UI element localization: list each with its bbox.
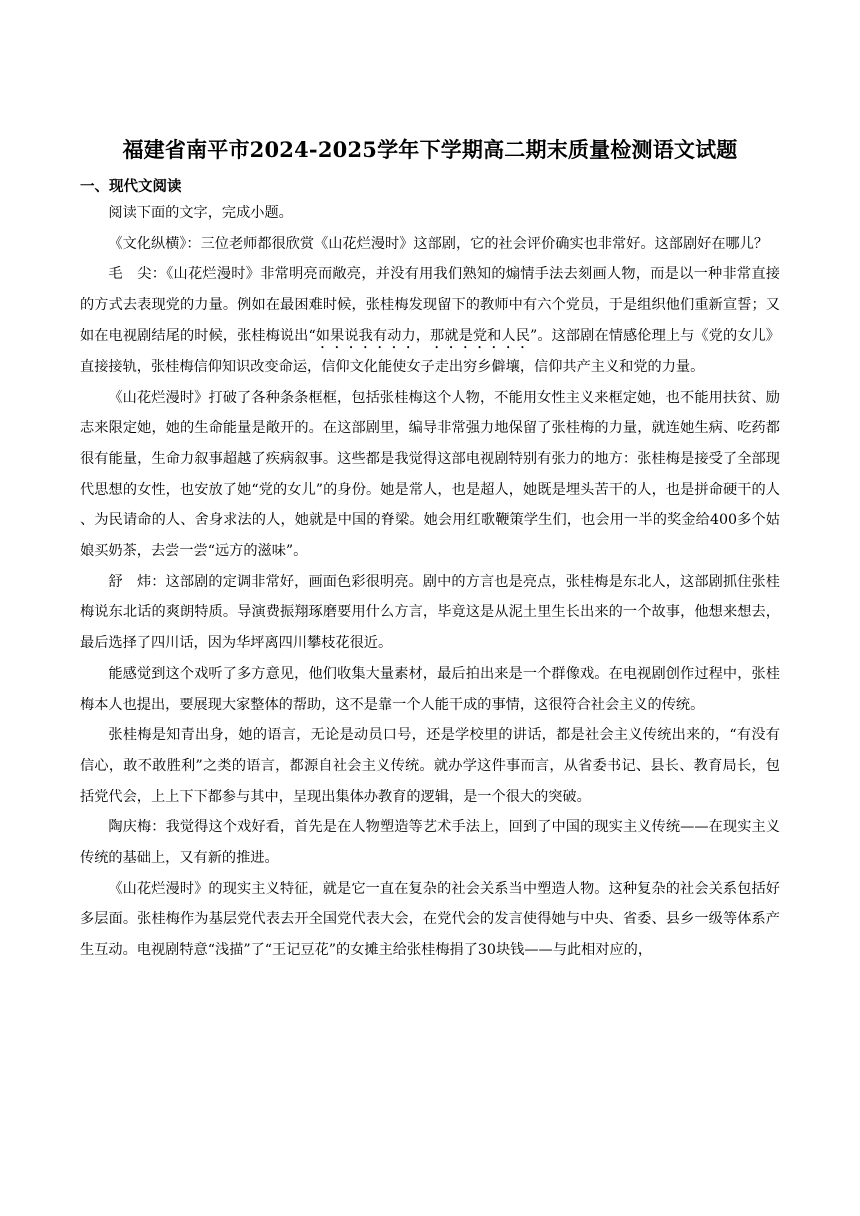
paragraph: 能感觉到这个戏听了多方意见，他们收集大量素材，最后拍出来是一个群像戏。在电视剧创作过程中，张桂梅本人也提出，要展现大家整体的帮助，这不是靠一个人能干成的事情，这很符合社会主义的传统。 (80, 665, 780, 713)
paragraph: 陶庆梅：我觉得这个戏好看，首先是在人物塑造等艺术手法上，回到了中国的现实主义传统——在现实主义传统的基础上，又有新的推进。 (80, 819, 780, 867)
paragraph-text: ”。这部剧在情感伦理上与《党的女儿》直接接轨，张桂梅信仰知识改变命运，信仰文化能使女子走出穷乡僻壤，信仰共产主义和党的力量。 (80, 327, 780, 375)
passage-body (80, 198, 780, 966)
paragraph: 《文化纵横》：三位老师都很欣赏《山花烂漫时》这部剧，它的社会评价确实也非常好。这部剧好在哪儿？ (108, 235, 769, 252)
paragraph-text: 毛 尖：《山花烂漫时》非常明亮而敞亮，并没有用我们熟知的煽情手法去刻画人物，而是以一种非常直接的方式去表现党的力量。例如在最困难时候，张桂梅发现留下的教师中有六个党员，于是组织他们重新宣誓；又如在电视剧结尾的时候，张桂梅说出“ (80, 266, 780, 344)
paragraph: 张桂梅是知青出身，她的语言，无论是动员口号，还是学校里的讲话，都是社会主义传统出来的，“有没有信心，敢不敢胜利”之类的语言，都源自社会主义传统。就办学这件事而言，从省委书记、县长、教育局长，包括党代会，上上下下都参与其中，呈现出集体办教育的逻辑，是一个很大的突破。 (80, 727, 780, 805)
instruction-text: 阅读下面的文字，完成小题。 (108, 205, 293, 221)
paragraph: 《山花烂漫时》打破了各种条条框框，包括张桂梅这个人物，不能用女性主义来框定她，也不能用扶贫、励志来限定她，她的生命能量是敞开的。在这部剧里，编导非常强力地保留了张桂梅的力量，就连她生病、吃药都很有能量，生命力叙事超越了疾病叙事。这些都是我觉得这部电视剧特别有张力的地方：张桂梅是接受了全部现代思想的女性，也安放了她“党的女儿”的身份。她是常人，也是超人，她既是埋头苦干的人，也是拼命硬干的人、为民请命的人、舍身求法的人，她就是中国的脊梁。她会用红歌鞭策学生们，也会用一半的奖金给400多个姑娘买奶茶，去尝一尝“远方的滋味”。 (80, 389, 780, 560)
document-title: 福建省南平市2024-2025学年下学期高二期末质量检测语文试题 (122, 137, 738, 162)
paragraph: 《山花烂漫时》的现实主义特征，就是它一直在复杂的社会关系当中塑造人物。这种复杂的社会关系包括好多层面。张桂梅作为基层党代表去开全国党代表大会，在党代会的发言使得她与中央、省委、县乡一级等体系产生互动。电视剧特意“浅描”了“王记豆花”的女摊主给张桂梅捐了30块钱——与此相对应的， (80, 880, 780, 959)
paragraph (80, 259, 780, 382)
section-heading: 一、现代文阅读 (80, 178, 182, 195)
emphasized-quote: 如果说我有动力，那就是党和人民 (315, 327, 530, 344)
paragraph: 舒 炜：这部剧的定调非常好，画面色彩很明亮。剧中的方言也是亮点，张桂梅是东北人，这部剧抓住张桂梅说东北话的爽朗特质。导演费振翔琢磨要用什么方言，毕竟这是从泥土里生长出来的一个故事，他想来想去，最后选择了四川话，因为华坪离四川攀枝花很近。 (80, 573, 780, 652)
